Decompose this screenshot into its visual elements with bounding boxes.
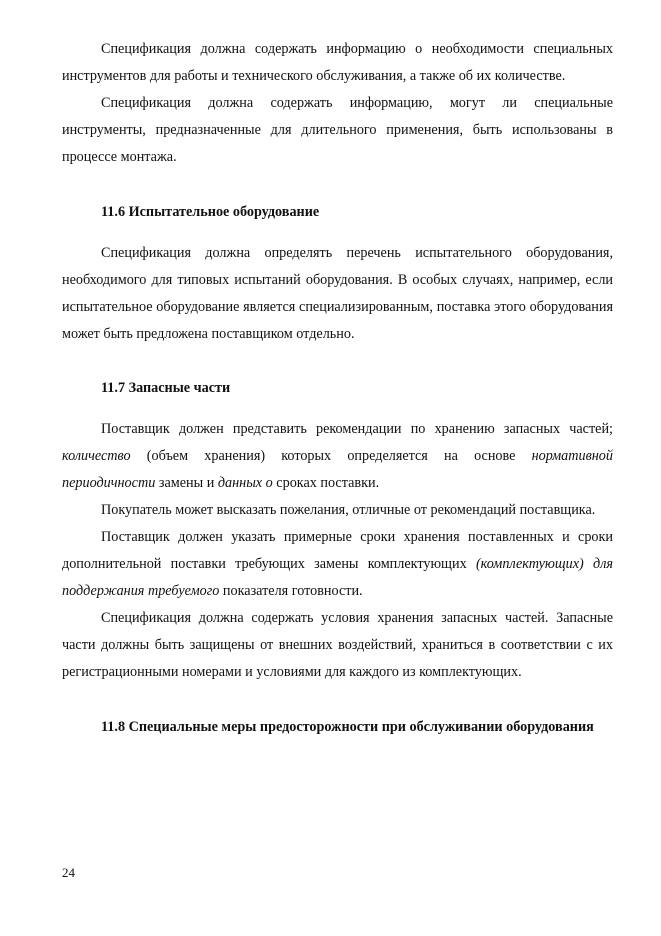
section-heading-11-7: 11.7 Запасные части: [101, 380, 231, 396]
italic-run: количество: [62, 448, 131, 464]
paragraph-buyer-wishes: Покупатель может высказать пожелания, отличные от рекомендаций поставщика.: [101, 502, 596, 518]
italic-run: (комплектующих) для поддержания требуемого: [62, 556, 613, 599]
section-heading-11-8: 11.8 Специальные меры предосторожности при обслуживании оборудования: [101, 719, 594, 735]
italic-run: данных о: [217, 475, 273, 491]
text-run: Поставщик должен указать примерные сроки хранения поставленных и сроки дополнительной поставки требующих замены комплектующих: [62, 529, 613, 572]
paragraph-test-equipment: Спецификация должна определять перечень испытательного оборудования, необходимого для типовых испытаний оборудования. В особых случаях, например, если испытательное оборудование является специализированным, поставка этого оборудования может быть предложена поставщиком отдельно.: [62, 245, 613, 342]
paragraph-special-tools-quantity: Спецификация должна содержать информацию о необходимости специальных инструментов для работы и технического обслуживания, а также об их количестве.: [62, 41, 613, 84]
spacer: [62, 686, 613, 714]
text-run: показателя готовности.: [219, 583, 363, 599]
spacer: [62, 402, 613, 416]
text-run: Поставщик должен представить рекомендации по хранению запасных частей;: [101, 421, 613, 437]
paragraph-spare-parts-storage: [62, 416, 613, 497]
paragraph-special-tools-installation: Спецификация должна содержать информацию, могут ли специальные инструменты, предназначенные для длительного применения, быть использованы в процессе монтажа.: [62, 95, 613, 165]
italic-run: нормативной периодичности: [62, 448, 613, 491]
page-content: [62, 36, 613, 741]
text-run: сроках поставки.: [272, 475, 380, 491]
paragraph-storage-terms: [62, 524, 613, 605]
spacer: [62, 171, 613, 199]
spacer: [62, 226, 613, 240]
page-number: 24: [62, 865, 75, 880]
section-heading-11-6: 11.6 Испытательное оборудование: [101, 204, 320, 220]
text-run: (объем хранения) которых определяется на основе: [130, 448, 532, 464]
spacer: [62, 348, 613, 375]
paragraph-storage-conditions: Спецификация должна содержать условия хранения запасных частей. Запасные части должны быть защищены от внешних воздействий, храниться в соответствии с их регистрационными номерами и условиями для каждого из комплектующих.: [62, 610, 613, 680]
text-run: замены и: [155, 475, 218, 491]
